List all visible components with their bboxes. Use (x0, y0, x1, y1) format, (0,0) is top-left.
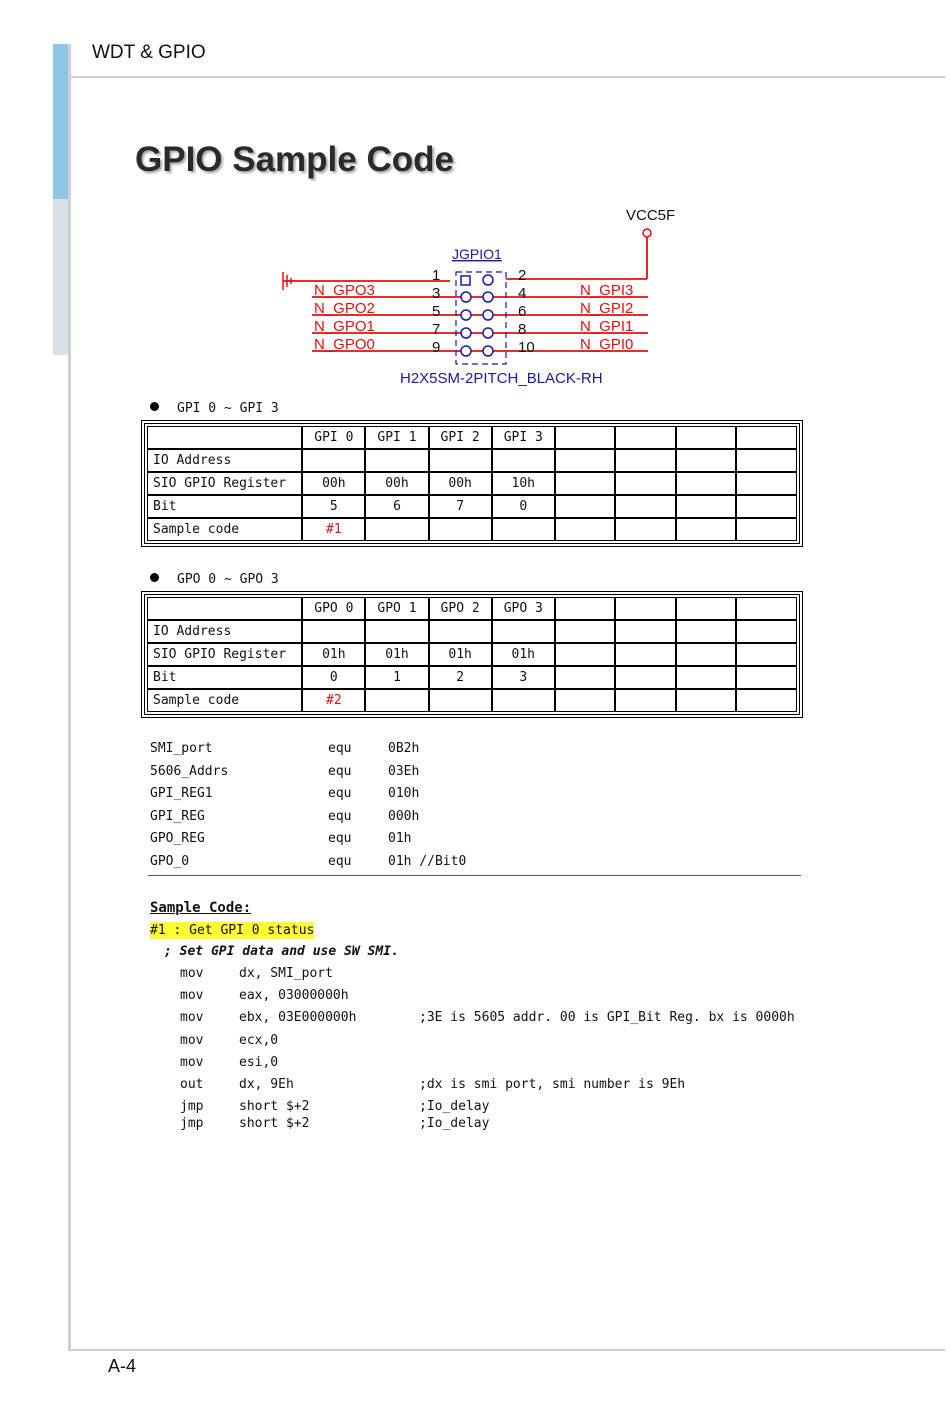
table-row (147, 597, 797, 620)
pin-number: 9 (432, 339, 441, 356)
page-frame-top (68, 76, 945, 78)
row-label: Bit (147, 495, 302, 518)
pin-number: 1 (432, 267, 441, 284)
table-row (147, 426, 797, 449)
section-header: WDT & GPIO (92, 42, 206, 63)
part-label: H2X5SM-2PITCH_BLACK-RH (400, 370, 603, 387)
net-label: N_GPI3 (580, 282, 634, 299)
sample-code-ref: #2 (302, 689, 365, 712)
code-line: out dx, 9Eh ;dx is smi port, smi number is 9Eh (180, 1076, 686, 1092)
section-tab-shade (53, 199, 68, 355)
gpi-table (141, 420, 803, 547)
section-tab-accent (53, 44, 68, 199)
table-row: Bit 5 6 7 0 (147, 495, 797, 518)
table-header-cell: GPO 0 (302, 597, 365, 620)
pin-number: 5 (432, 303, 441, 320)
sample-code-heading: Sample Code: (150, 900, 252, 916)
gpo-table (141, 591, 803, 718)
pin-number: 6 (518, 303, 527, 320)
page-frame-left (68, 44, 71, 1351)
row-label: Sample code (147, 689, 302, 712)
table-header-cell: GPI 1 (365, 426, 428, 449)
table-header-cell: GPI 3 (492, 426, 555, 449)
table-header-cell: GPO 2 (429, 597, 492, 620)
row-label: IO Address (147, 449, 302, 472)
table-header-cell: GPI 2 (429, 426, 492, 449)
pin-number: 4 (518, 285, 527, 302)
page-number: A-4 (108, 1356, 137, 1376)
sample-code-ref: #1 (302, 518, 365, 541)
supply-label: VCC5F (626, 207, 676, 224)
row-label: SIO GPIO Register (147, 472, 302, 495)
table-row (147, 689, 797, 712)
code-comment: ; Set GPI data and use SW SMI. (164, 944, 399, 959)
row-label: SIO GPIO Register (147, 643, 302, 666)
pin-number: 3 (432, 285, 441, 302)
net-label: N_GPO2 (314, 300, 375, 317)
table-row: SIO GPIO Register 01h 01h 01h 01h (147, 643, 797, 666)
code-line: mov dx, SMI_port (180, 966, 333, 981)
divider (148, 875, 801, 876)
page-title: GPIO Sample Code (135, 140, 454, 179)
table-row (147, 449, 797, 472)
code-line: mov ebx, 03E000000h ;3E is 5605 addr. 00 is GPI_Bit Reg. bx is 0000h (180, 1010, 795, 1026)
table-header-cell: GPI 0 (302, 426, 365, 449)
code-line: jmp short $+2 ;Io_delay (180, 1115, 490, 1131)
net-label: N_GPI0 (580, 336, 634, 353)
bullet-icon (150, 573, 159, 582)
net-label: N_GPI1 (580, 318, 634, 335)
highlighted-label: #1 : Get GPI 0 status (150, 923, 315, 938)
code-line: jmp short $+2 ;Io_delay (180, 1099, 490, 1115)
pin-number: 7 (432, 321, 441, 338)
net-label: N_GPI2 (580, 300, 634, 317)
gpo-heading: GPO 0 ~ GPO 3 (150, 572, 279, 587)
code-line: mov ecx,0 (180, 1032, 279, 1048)
code-line: mov esi,0 (180, 1054, 279, 1070)
gpi-heading: GPI 0 ~ GPI 3 (150, 401, 279, 416)
code-line: mov eax, 03000000h (180, 988, 349, 1004)
bullet-icon (150, 402, 159, 411)
net-label: N_GPO1 (314, 318, 375, 335)
pin-number: 2 (518, 267, 527, 284)
row-label: Sample code (147, 518, 302, 541)
sample-code-block (150, 900, 795, 1132)
pin-number: 8 (518, 321, 527, 338)
pin-number: 10 (518, 339, 535, 356)
table-header-cell: GPO 1 (365, 597, 428, 620)
net-label: N_GPO0 (314, 336, 375, 353)
jgpio1-schematic (270, 200, 690, 390)
table-row: Bit 0 1 2 3 (147, 666, 797, 689)
net-label: N_GPO3 (314, 282, 375, 299)
row-label: IO Address (147, 620, 302, 643)
table-header-cell: GPO 3 (492, 597, 555, 620)
page-frame-bottom (68, 1349, 945, 1351)
row-label: Bit (147, 666, 302, 689)
table-row (147, 518, 797, 541)
table-row (147, 620, 797, 643)
supply-terminal (643, 229, 651, 237)
table-row: SIO GPIO Register 00h 00h 00h 10h (147, 472, 797, 495)
connector-label: JGPIO1 (452, 246, 502, 262)
